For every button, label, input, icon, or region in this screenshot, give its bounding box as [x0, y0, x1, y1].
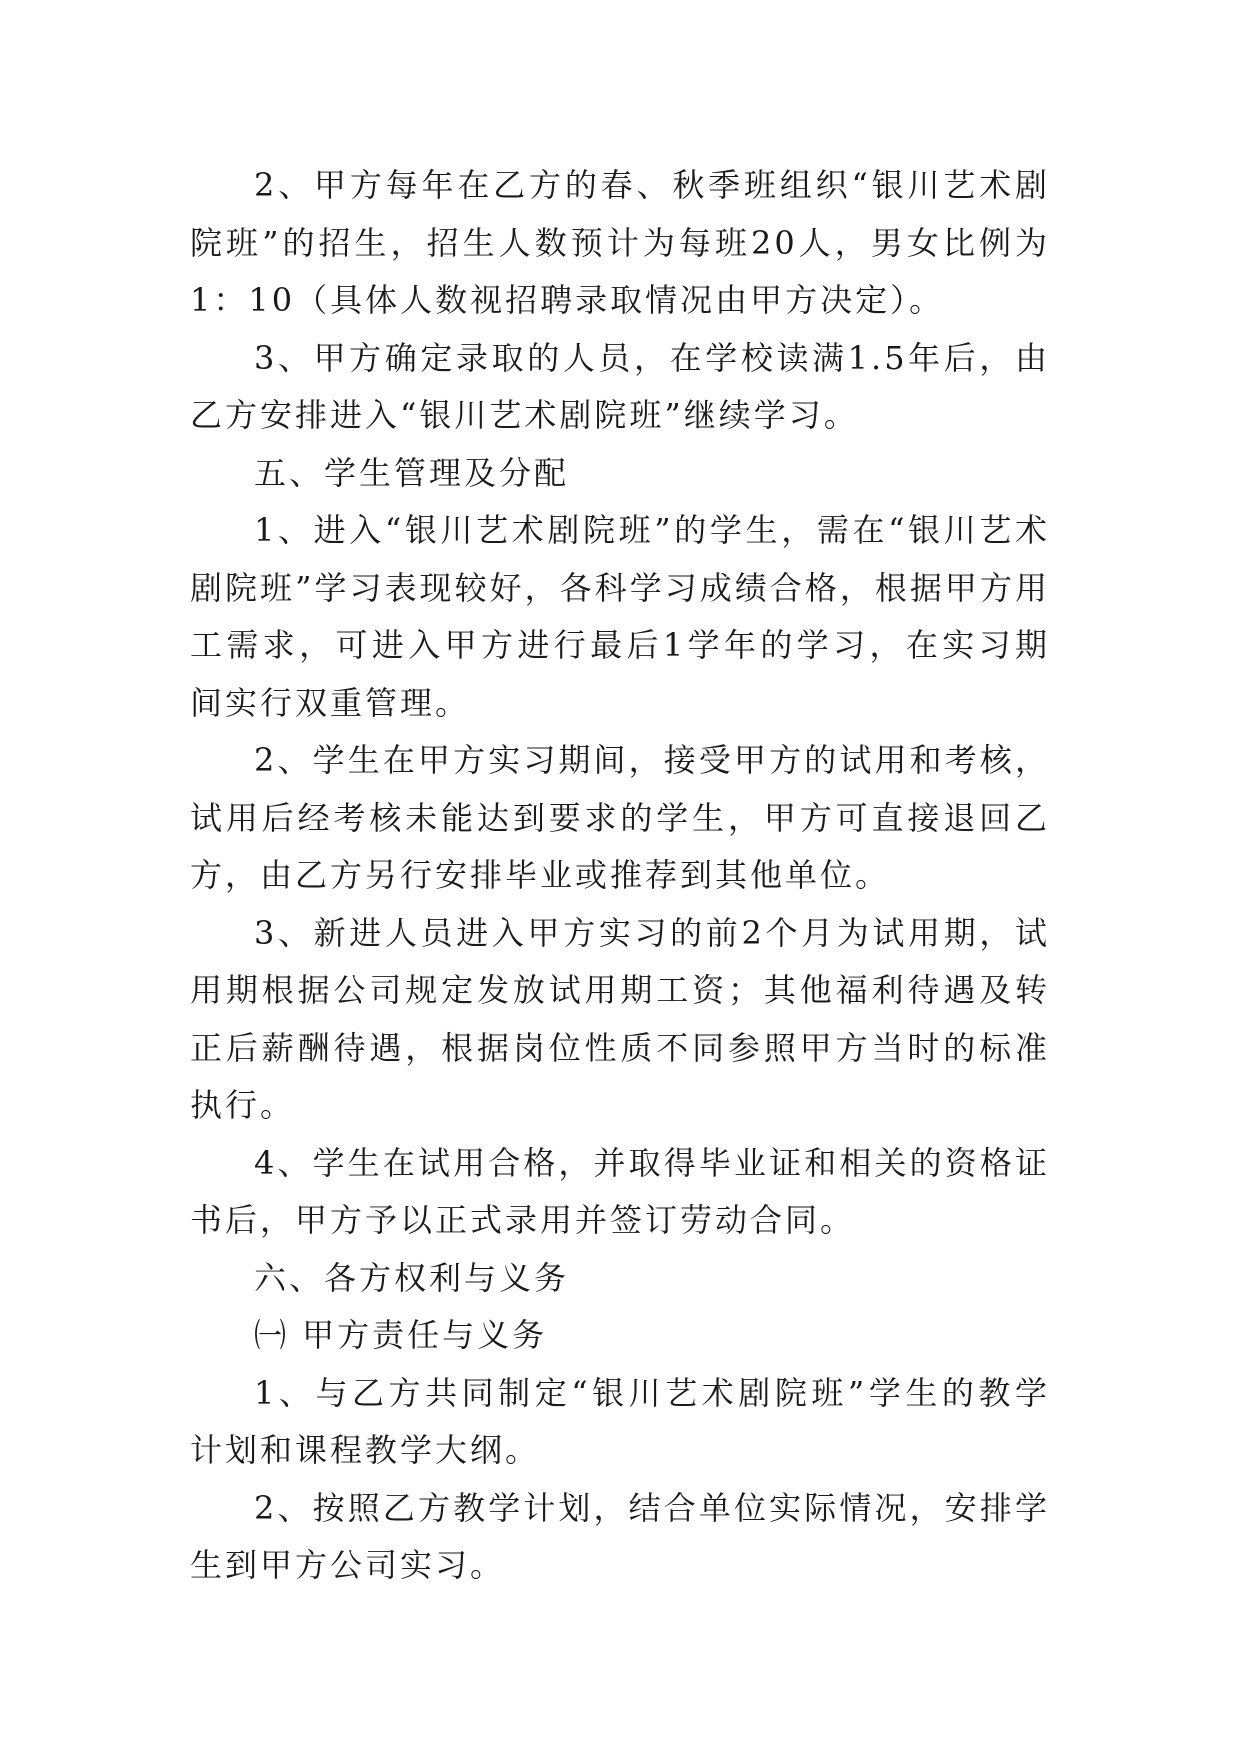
subsection-heading-party-a: ㈠ 甲方责任与义务	[254, 1316, 548, 1354]
paragraph-internship-arrangement: 2、按照乙方教学计划，结合单位实际情况，安排学生到甲方公司实习。	[190, 1488, 1050, 1584]
paragraph-formal-employment: 4、学生在试用合格，并取得毕业证和相关的资格证书后，甲方予以正式录用并签订劳动合同。	[190, 1143, 1050, 1239]
paragraph-trial-assessment: 2、学生在甲方实习期间，接受甲方的试用和考核，试用后经考核未能达到要求的学生，甲方可直接退回乙方，由乙方另行安排毕业或推荐到其他单位。	[190, 741, 1050, 894]
section-heading-student-management: 五、学生管理及分配	[254, 453, 570, 492]
paragraph-probation-period: 3、新进人员进入甲方实习的前2个月为试用期，试用期根据公司规定发放试用期工资；其他福利待遇及转正后薪酬待遇，根据岗位性质不同参照甲方当时的标准执行。	[190, 913, 1050, 1124]
paragraph-enrollment-plan: 2、甲方每年在乙方的春、秋季班组织“银川艺术剧院班”的招生，招生人数预计为每班20人，男女比例为1：10（具体人数视招聘录取情况由甲方决定）。	[190, 166, 1050, 319]
paragraph-teaching-plan: 1、与乙方共同制定“银川艺术剧院班”学生的教学计划和课程教学大纲。	[190, 1373, 1050, 1469]
section-heading-rights-obligations: 六、各方权利与义务	[254, 1258, 570, 1297]
paragraph-final-year-study: 1、进入“银川艺术剧院班”的学生，需在“银川艺术剧院班”学习表现较好，各科学习成绩合格，根据甲方用工需求，可进入甲方进行最后1学年的学习，在实习期间实行双重管理。	[190, 511, 1050, 722]
paragraph-admission-transfer: 3、甲方确定录取的人员，在学校读满1.5年后，由乙方安排进入“银川艺术剧院班”继续学习。	[190, 338, 1050, 434]
document-body	[190, 157, 1050, 1595]
